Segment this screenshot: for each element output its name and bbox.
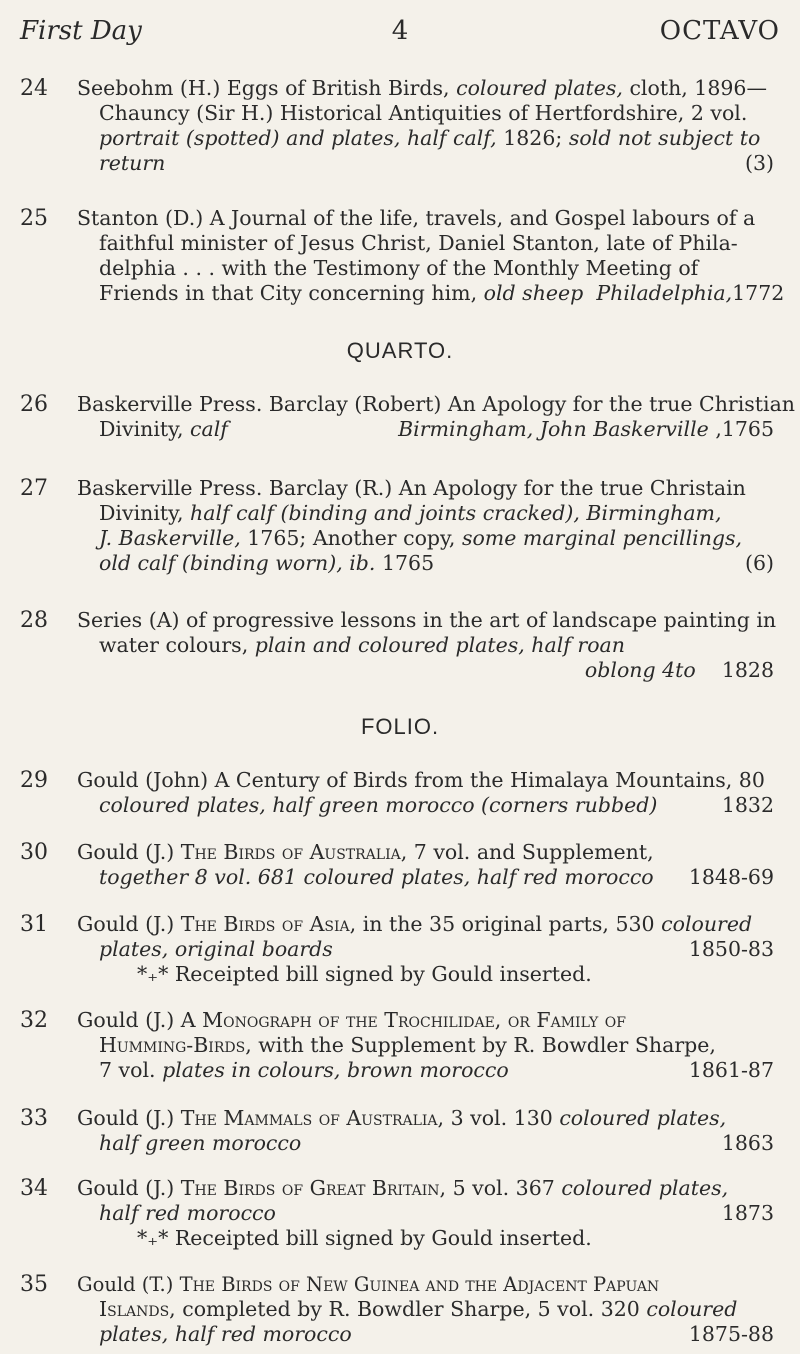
lot-text: Friends in that City concerning him, [99,281,478,305]
lot-text-italic: portrait (spotted) and plates, half calf, [99,126,497,150]
lot-text: 3 vol. 130 [450,1106,553,1130]
lot-text: Gould (John) A Century of Birds from the Himalaya Mountains, 80 [77,768,765,792]
lot-date: 1863 [721,1131,774,1155]
lot-date: 1861-87 [688,1058,774,1082]
lot-text: 1765; Another copy, [247,526,456,550]
lot-number: 24 [20,76,48,101]
lot-text-italic: plates, half red morocco [99,1322,352,1346]
lot-text-italic: together 8 vol. 681 coloured plates, half red morocco [99,865,654,889]
lot-text: Gould (J.) [77,912,175,936]
page-header [20,16,780,52]
lot-note: *₊* Receipted bill signed by Gould inserted. [137,1226,592,1250]
lot-text: Baskerville Press. Barclay (R.) An Apology for the true Christain [77,476,746,500]
lot-description [77,608,777,683]
lot-text: 7 vol. [99,1058,156,1082]
lot-title: A Monograph of the Trochilidae, or Family of [180,1008,626,1032]
lot-number: 35 [20,1272,48,1297]
lot-text-italic: half green morocco [99,1131,302,1155]
lot-number: 31 [20,912,48,937]
lot-text-italic: coloured plates, [456,76,623,100]
lot-format: oblong 4to [584,658,696,682]
page-number: 4 [391,16,409,46]
lot-place: J. Baskerville, [99,526,241,550]
lot-text-italic: old calf (binding worn), ib. [99,551,376,575]
lot-title: The Birds of Asia, [180,912,357,936]
lot-date: 1772 [732,281,785,305]
lot-description [77,1008,774,1083]
lot-title: The Birds of Australia, [180,840,408,864]
lot-title: The Birds of New Guinea and the Adjacent Papuan [179,1273,660,1296]
lot-text: with the Supplement by R. Bowdler Sharpe, [258,1033,716,1057]
lot-description [77,1272,774,1347]
lot-text-italic: coloured [646,1297,738,1321]
lot-text: Gould (J.) [77,1106,175,1130]
lot-date: ,1765 [715,417,774,441]
lot-text: Gould (T.) [77,1273,174,1296]
lot-text-italic: coloured [661,912,753,936]
lot-number: 25 [20,206,48,231]
lot-text: water colours, [99,633,249,657]
lot-text: faithful minister of Jesus Christ, Daniel Stanton, late of Phila- [99,231,738,255]
lot-text-italic: coloured plates, half green morocco (corners rubbed) [99,793,658,817]
lot-date: 1826; [503,126,563,150]
lot-date: 1848-69 [688,865,774,889]
lot-text: Seebohm (H.) Eggs of British Birds, [77,76,450,100]
lot-description [77,912,774,987]
header-day: First Day [20,16,142,46]
lot-text: Divinity, [99,417,184,441]
lot-text: Stanton (D.) A Journal of the life, travels, and Gospel labours of a [77,206,756,230]
lot-text-italic: half red morocco [99,1201,276,1225]
lot-text-italic: some marginal pencillings, [461,526,743,550]
lot-text-italic: half calf (binding and joints cracked), Birmingham, [190,501,722,525]
lot-text: 7 vol. and Supplement, [413,840,654,864]
lot-number: 27 [20,476,48,501]
lot-text: completed by R. Bowdler Sharpe, 5 vol. 320 [182,1297,640,1321]
lot-text: Baskerville Press. Barclay (Robert) An Apology for the true Christian [77,392,796,416]
lot-text: Gould (J.) [77,1176,175,1200]
lot-number: 26 [20,392,48,417]
lot-title: The Birds of Great Britain, [180,1176,447,1200]
lot-number: 34 [20,1176,48,1201]
lot-text-italic: plain and coloured plates, half roan [254,633,625,657]
lot-note: *₊* Receipted bill signed by Gould inserted. [137,962,592,986]
lot-text-italic: return [99,151,166,175]
lot-description [77,206,785,306]
lot-text: Gould (J.) [77,840,175,864]
lot-text-italic: coloured plates, [561,1176,729,1200]
lot-text: in the 35 original parts, 530 [362,912,655,936]
lot-description [77,76,774,176]
header-format: OCTAVO [659,16,780,46]
lot-text-italic: coloured plates, [559,1106,727,1130]
lot-date: 1765 [381,551,435,575]
lot-text-italic: plates, original boards [99,937,333,961]
lot-description [77,840,774,890]
lot-text: delphia . . . with the Testimony of the Monthly Meeting of [99,256,699,280]
lot-text-italic: calf [190,417,228,441]
lot-text-italic: old sheep [483,281,584,305]
lot-date: 1875-88 [688,1322,774,1346]
lot-number: 30 [20,840,48,865]
lot-title: The Mammals of Australia, [180,1106,445,1130]
lot-text: Series (A) of progressive lessons in the art of landscape painting in [77,608,777,632]
section-heading-quarto: QUARTO. [346,338,454,363]
section-heading-folio: FOLIO. [360,714,440,739]
lot-text: 5 vol. 367 [452,1176,555,1200]
lot-text: Divinity, [99,501,184,525]
lot-count: (6) [744,551,774,575]
lot-description [77,476,774,576]
lot-number: 33 [20,1106,48,1131]
lot-description [77,1106,774,1156]
lot-place: Birmingham, John Baskerville [398,417,709,441]
lot-title: Islands, [99,1297,176,1321]
lot-text: cloth, 1896— [629,76,767,100]
lot-description [77,392,796,442]
lot-number: 28 [20,608,48,633]
lot-text: Gould (J.) [77,1008,175,1032]
lot-date: 1832 [721,793,774,817]
lot-description [77,1176,774,1251]
lot-date: 1873 [721,1201,774,1225]
lot-text: Chauncy (Sir H.) Historical Antiquities of Hertfordshire, 2 vol. [99,101,748,125]
lot-date: 1828 [721,658,774,682]
lot-text-italic: plates in colours, brown morocco [162,1058,509,1082]
lot-title: Humming-Birds, [99,1033,252,1057]
lot-date: 1850-83 [688,937,774,961]
lot-count: (3) [744,151,774,175]
lot-number: 32 [20,1008,48,1033]
lot-place: Philadelphia, [596,281,733,305]
lot-number: 29 [20,768,48,793]
lot-description [77,768,774,818]
lot-text-italic: sold not subject to [568,126,761,150]
